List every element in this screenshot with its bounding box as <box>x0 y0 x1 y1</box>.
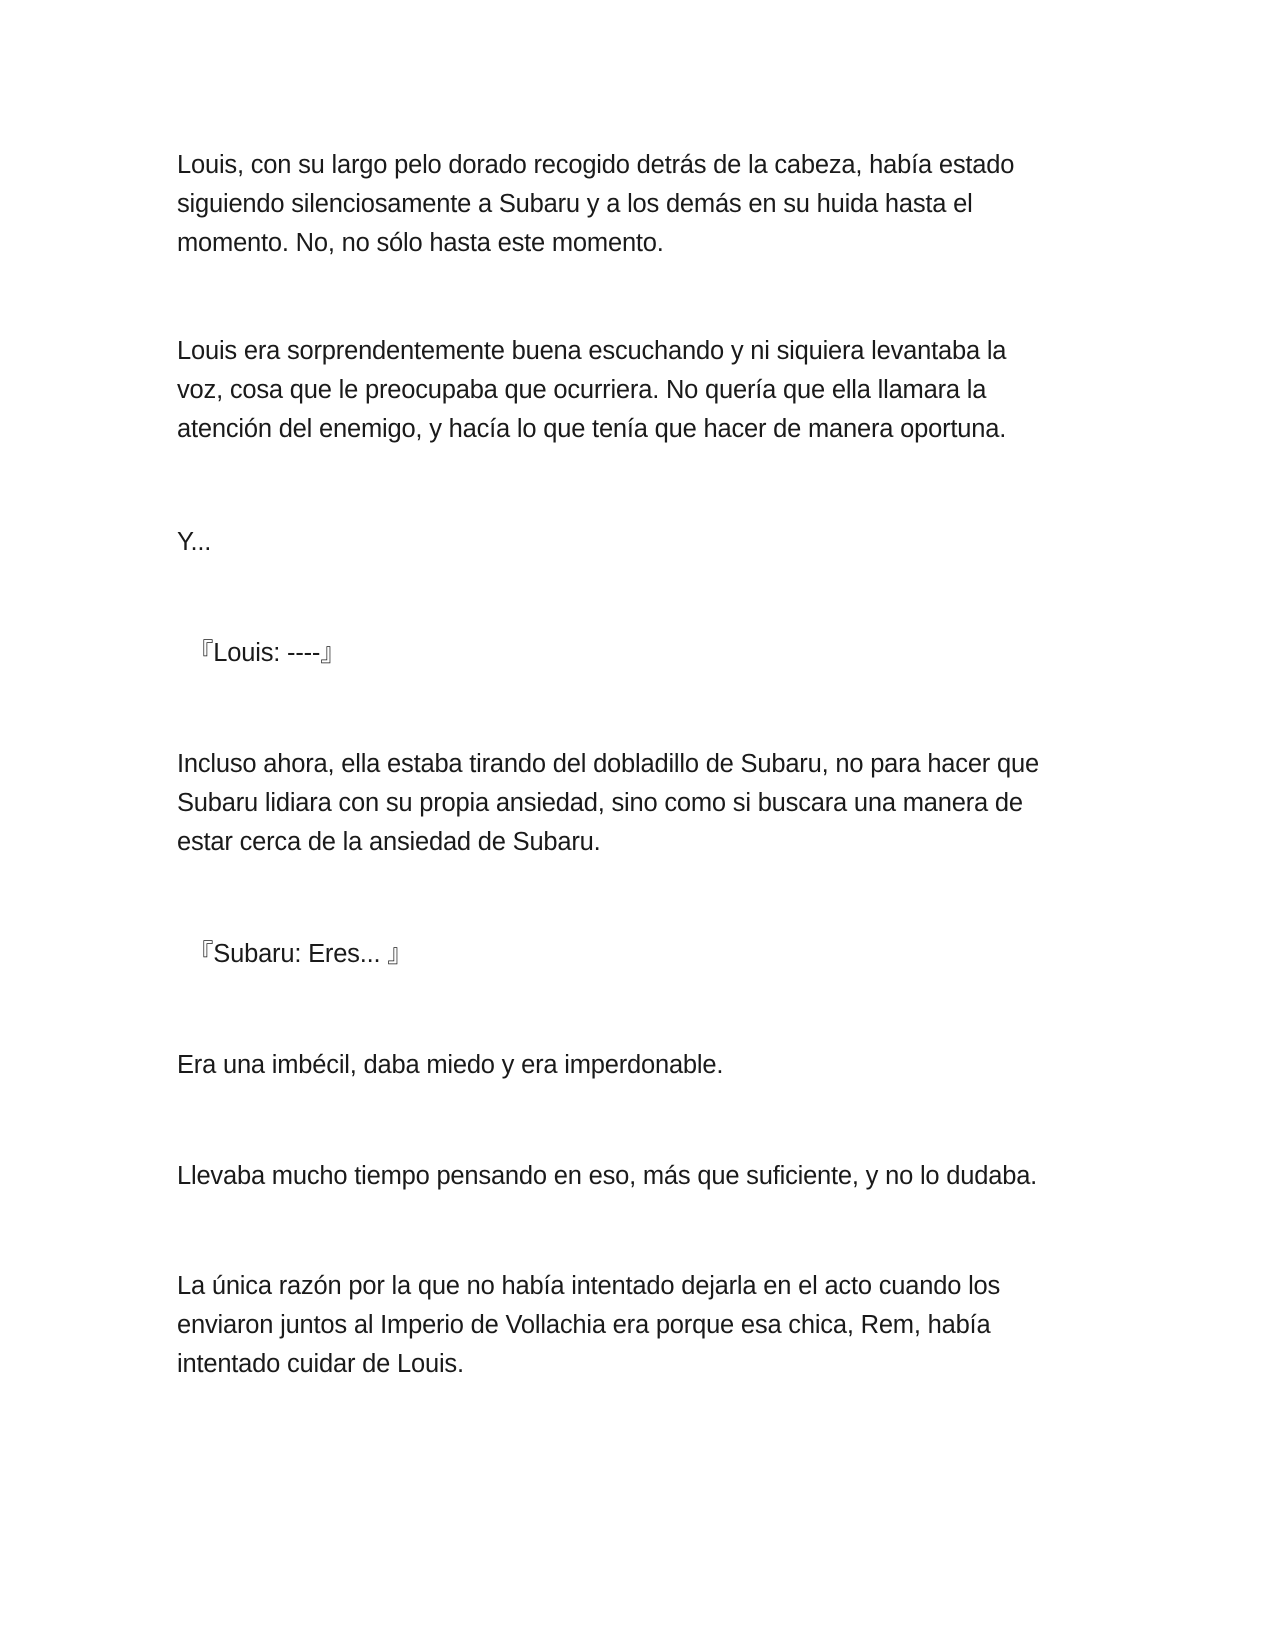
dialogue-line: 『Louis: ----』 <box>188 639 346 667</box>
paragraph-long-time <box>177 1157 1117 1196</box>
dialogue-louis <box>188 634 1128 673</box>
paragraph-hem-pulling <box>177 745 1117 862</box>
text-line: Louis era sorprendentemente buena escuchando y ni siquiera levantaba la <box>177 337 1007 365</box>
text-line: momento. No, no sólo hasta este momento. <box>177 229 664 257</box>
dialogue-line: 『Subaru: Eres... 』 <box>188 940 413 968</box>
text-line: siguiendo silenciosamente a Subaru y a los demás en su huida hasta el <box>177 190 973 218</box>
text-line: Y... <box>177 528 212 556</box>
text-line: Incluso ahora, ella estaba tirando del dobladillo de Subaru, no para hacer que <box>177 750 1039 778</box>
text-line: atención del enemigo, y hacía lo que tenía que hacer de manera oportuna. <box>177 415 1007 443</box>
text-line: La única razón por la que no había intentado dejarla en el acto cuando los <box>177 1272 1001 1300</box>
text-line: Era una imbécil, daba miedo y era imperdonable. <box>177 1051 724 1079</box>
text-line: Subaru lidiara con su propia ansiedad, sino como si buscara una manera de <box>177 789 1023 817</box>
text-line: intentado cuidar de Louis. <box>177 1350 464 1378</box>
paragraph-only-reason <box>177 1267 1117 1384</box>
paragraph-imbecil <box>177 1046 1117 1085</box>
text-line: Llevaba mucho tiempo pensando en eso, más que suficiente, y no lo dudaba. <box>177 1162 1038 1190</box>
text-line: voz, cosa que le preocupaba que ocurriera. No quería que ella llamara la <box>177 376 987 404</box>
paragraph-y <box>177 523 1117 562</box>
text-line: estar cerca de la ansiedad de Subaru. <box>177 828 601 856</box>
text-line: enviaron juntos al Imperio de Vollachia era porque esa chica, Rem, había <box>177 1311 991 1339</box>
paragraph-louis-listening <box>177 332 1117 449</box>
dialogue-subaru <box>188 935 1128 974</box>
text-line: Louis, con su largo pelo dorado recogido detrás de la cabeza, había estado <box>177 151 1015 179</box>
paragraph-louis-following <box>177 146 1117 263</box>
